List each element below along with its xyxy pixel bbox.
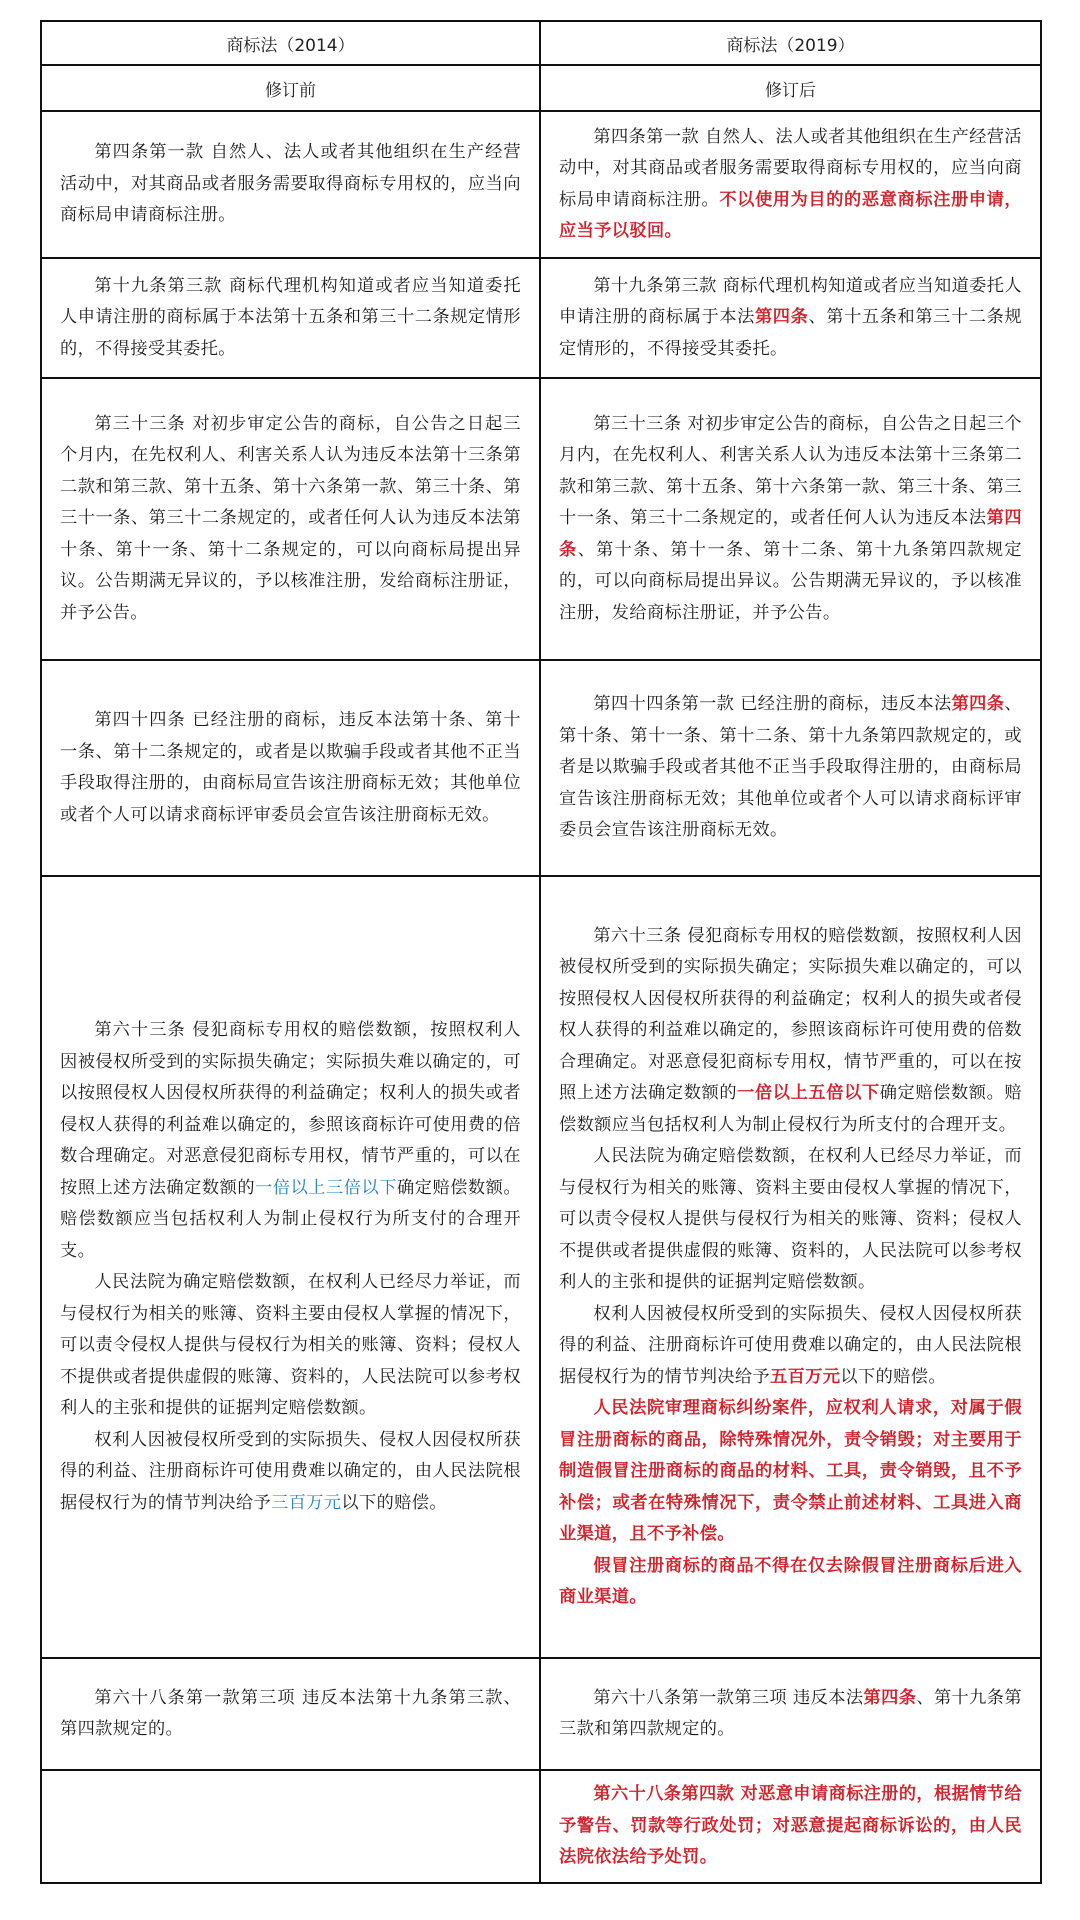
table-row	[42, 661, 1040, 877]
new-article-cell	[541, 379, 1040, 659]
old-article-68-1-3: 第六十八条第一款第三项 违反本法第十九条第三款、第四款规定的。	[60, 1687, 521, 1739]
new-article-cell	[541, 661, 1040, 875]
old-article-19: 第十九条第三款 商标代理机构知道或者应当知道委托人申请注册的商标属于本法第十五条和第三十二条规定情形的，不得接受其委托。	[60, 275, 521, 359]
new-article-cell	[541, 259, 1040, 377]
table-row	[42, 259, 1040, 379]
new-article-cell	[541, 112, 1040, 257]
header-row-revision	[42, 66, 1040, 112]
old-amount-highlight: 三百万元	[271, 1492, 342, 1513]
table-row	[42, 1771, 1040, 1882]
amendment-highlight: 一倍以上五倍以下	[737, 1083, 880, 1103]
amendment-highlight: 人民法院审理商标纠纷案件，应权利人请求，对属于假冒注册商标的商品，除特殊情况外，责令销毁；对主要用于制造假冒注册商标的商品的材料、工具，责令销毁，且不予补偿；或者在特殊情况下，责令禁止前述材料、工具进入商业渠道，且不予补偿。	[559, 1398, 1022, 1544]
new-article-44: 第四十四条第一款 已经注册的商标，违反本法第四条、第十条、第十一条、第十二条、第十九条第四款规定的，或者是以欺骗手段或者其他不正当手段取得注册的，由商标局宣告该注册商标无效；其他单位或者个人可以请求商标评审委员会宣告该注册商标无效。	[559, 694, 1022, 841]
old-article-cell-empty	[42, 1771, 541, 1882]
old-article-63: 第六十三条 侵犯商标专用权的赔偿数额，按照权利人因被侵权所受到的实际损失确定；实际损失难以确定的，可以按照侵权人因侵权所获得的利益确定；权利人的损失或者侵权人获得的利益难以确定的，参照该商标许可使用费的倍数合理确定。对恶意侵犯商标专用权，情节严重的，可以在按照上述方法确定数额的一倍以上三倍以下确定赔偿数额。赔偿数额应当包括权利人为制止侵权行为所支付的合理开支。 人民法院为确定赔偿数额，在权利人已经尽力举证，而与侵权行为相关的账簿、资料主要由侵权人掌握的情况下，可以责令侵权人提供与侵权行为相关的账簿、资料；侵权人不提供或者提供虚假的账簿、资料的，人民法院可以参考权利人的主张和提供的证据判定赔偿数额。 权利人因被侵权所受到的实际损失、侵权人因侵权所获得的利益、注册商标许可使用费难以确定的，由人民法院根据侵权行为的情节判决给予三百万元以下的赔偿。	[60, 1020, 521, 1513]
new-article-33: 第三十三条 对初步审定公告的商标，自公告之日起三个月内，在先权利人、利害关系人认为违反本法第十三条第二款和第三款、第十五条、第十六条第一款、第三十条、第三十一条、第三十二条规定的，或者任何人认为违反本法第四条、第十条、第十一条、第十二条、第十九条第四款规定的，可以向商标局提出异议。公告期满无异议的，予以核准注册，发给商标注册证，并予公告。	[559, 413, 1022, 623]
old-article-4: 第四条第一款 自然人、法人或者其他组织在生产经营活动中，对其商品或者服务需要取得商标专用权的，应当向商标局申请商标注册。	[60, 142, 521, 226]
old-article-33: 第三十三条 对初步审定公告的商标，自公告之日起三个月内，在先权利人、利害关系人认为违反本法第十三条第二款和第三款、第十五条、第十六条第一款、第三十条、第三十一条、第三十二条规定的，或者任何人认为违反本法第十条、第十一条、第十二条规定的，可以向商标局提出异议。公告期满无异议的，予以核准注册，发给商标注册证，并予公告。	[60, 413, 521, 623]
old-article-cell	[42, 112, 541, 257]
amendment-highlight: 第四条	[951, 694, 1005, 715]
old-amount-highlight: 一倍以上三倍以下	[255, 1177, 397, 1198]
table-row	[42, 112, 1040, 259]
header-after-revision: 修订后	[765, 80, 816, 101]
new-article-cell	[541, 1771, 1040, 1882]
old-article-cell	[42, 661, 541, 875]
new-article-cell	[541, 1659, 1040, 1769]
new-article-cell	[541, 877, 1040, 1657]
header-row-year	[42, 22, 1040, 66]
new-article-68-1-3: 第六十八条第一款第三项 违反本法第四条、第十九条第三款和第四款规定的。	[559, 1687, 1022, 1739]
old-article-44: 第四十四条 已经注册的商标，违反本法第十条、第十一条、第十二条规定的，或者是以欺骗手段或者其他不正当手段取得注册的，由商标局宣告该注册商标无效；其他单位或者个人可以请求商标评审委员会宣告该注册商标无效。	[60, 710, 521, 825]
old-article-cell	[42, 379, 541, 659]
new-article-63: 第六十三条 侵犯商标专用权的赔偿数额，按照权利人因被侵权所受到的实际损失确定；实际损失难以确定的，可以按照侵权人因侵权所获得的利益确定；权利人的损失或者侵权人获得的利益难以确定的，参照该商标许可使用费的倍数合理确定。对恶意侵犯商标专用权，情节严重的，可以在按照上述方法确定数额的一倍以上五倍以下确定赔偿数额。赔偿数额应当包括权利人为制止侵权行为所支付的合理开支。 人民法院为确定赔偿数额，在权利人已经尽力举证，而与侵权行为相关的账簿、资料主要由侵权人掌握的情况下，可以责令侵权人提供与侵权行为相关的账簿、资料；侵权人不提供或者提供虚假的账簿、资料的，人民法院可以参考权利人的主张和提供的证据判定赔偿数额。 权利人因被侵权所受到的实际损失、侵权人因侵权所获得的利益、注册商标许可使用费难以确定的，由人民法院根据侵权行为的情节判决给予五百万元以下的赔偿。 人民法院审理商标纠纷案件，应权利人请求，对属于假冒注册商标的商品，除特殊情况外，责令销毁；对主要用于制造假冒注册商标的商品的材料、工具，责令销毁，且不予补偿；或者在特殊情况下，责令禁止前述材料、工具进入商业渠道，且不予补偿。 假冒注册商标的商品不得在仅去除假冒注册商标后进入商业渠道。	[559, 921, 1022, 1614]
new-article-4: 第四条第一款 自然人、法人或者其他组织在生产经营活动中，对其商品或者服务需要取得商标专用权的，应当向商标局申请商标注册。不以使用为目的的恶意商标注册申请，应当予以驳回。	[559, 126, 1022, 241]
amendment-highlight: 第四条	[754, 307, 809, 328]
new-article-68-4: 第六十八条第四款 对恶意申请商标注册的，根据情节给予警告、罚款等行政处罚；对恶意提起商标诉讼的，由人民法院依法给予处罚。	[559, 1784, 1022, 1868]
header-2014: 商标法（2014）	[42, 22, 541, 64]
old-article-cell	[42, 877, 541, 1657]
new-article-19: 第十九条第三款 商标代理机构知道或者应当知道委托人申请注册的商标属于本法第四条、第十五条和第三十二条规定情形的，不得接受其委托。	[559, 275, 1022, 359]
table-row	[42, 379, 1040, 661]
table-row	[42, 877, 1040, 1659]
old-article-cell	[42, 1659, 541, 1769]
amendment-highlight: 五百万元	[770, 1366, 841, 1387]
comparison-table	[40, 20, 1042, 1884]
header-2019: 商标法（2019）	[726, 35, 855, 56]
amendment-highlight: 第四条	[863, 1687, 917, 1708]
old-article-cell	[42, 259, 541, 377]
amendment-highlight: 第四条	[559, 508, 1022, 560]
amendment-highlight: 不以使用为目的的恶意商标注册申请，应当予以驳回。	[559, 189, 1022, 241]
table-row	[42, 1659, 1040, 1771]
header-before-revision: 修订前	[42, 66, 541, 110]
amendment-highlight: 假冒注册商标的商品不得在仅去除假冒注册商标后进入商业渠道。	[559, 1555, 1022, 1607]
